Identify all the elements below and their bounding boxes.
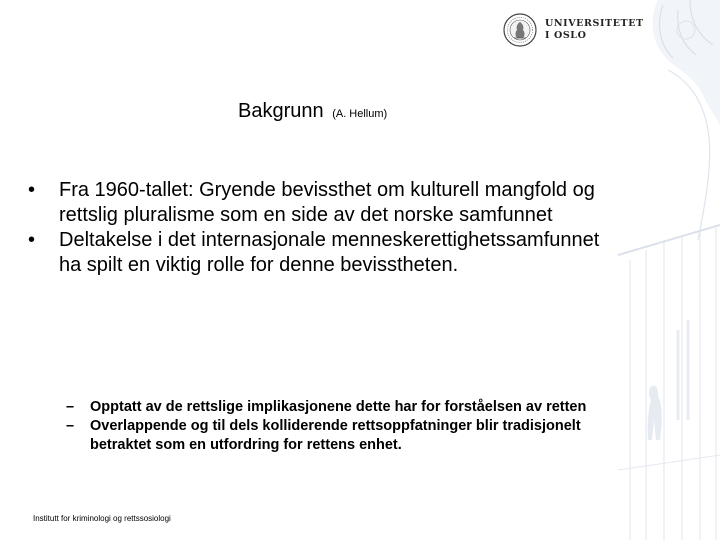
footer-text: Institutt for kriminologi og rettssosiologi [33,514,171,523]
logo-text [545,18,644,42]
slide-title [238,100,387,123]
bullet-item [28,178,618,228]
bullet-text: Fra 1960-tallet: Gryende bevissthet om kulturell mangfold og rettslig pluralisme som en side av det norske samfunnet [59,179,595,226]
title-subtitle: (A. Hellum) [332,108,388,120]
sub-bullet-item [66,417,626,455]
sub-bullet-item [66,398,626,417]
logo-line-1: UNIVERSITETET [545,18,644,29]
bullet-text: Deltakelse i det internasjonale menneskerettighetssamfunnet ha spilt en viktig rolle for denne bevisstheten. [59,229,600,276]
university-logo [503,13,644,49]
decorative-sculpture-image [618,0,720,540]
bullet-marker: • [28,229,36,251]
bullet-marker: • [28,179,36,201]
sub-bullet-text: Opptatt av de rettslige implikasjonene dette har for forståelsen av retten [90,399,587,415]
bullet-list [28,178,618,278]
sub-bullet-list [66,398,626,455]
title-main: Bakgrunn [238,100,324,122]
logo-line-2: I OSLO [545,30,587,41]
sub-bullet-text: Overlappende og til dels kolliderende rettsoppfatninger blir tradisjonelt betraktet som en utfordring for rettens enhet. [90,418,581,453]
university-seal-icon [503,13,537,47]
bullet-item [28,228,618,278]
sub-bullet-marker: – [66,418,75,434]
sub-bullet-marker: – [66,399,75,415]
